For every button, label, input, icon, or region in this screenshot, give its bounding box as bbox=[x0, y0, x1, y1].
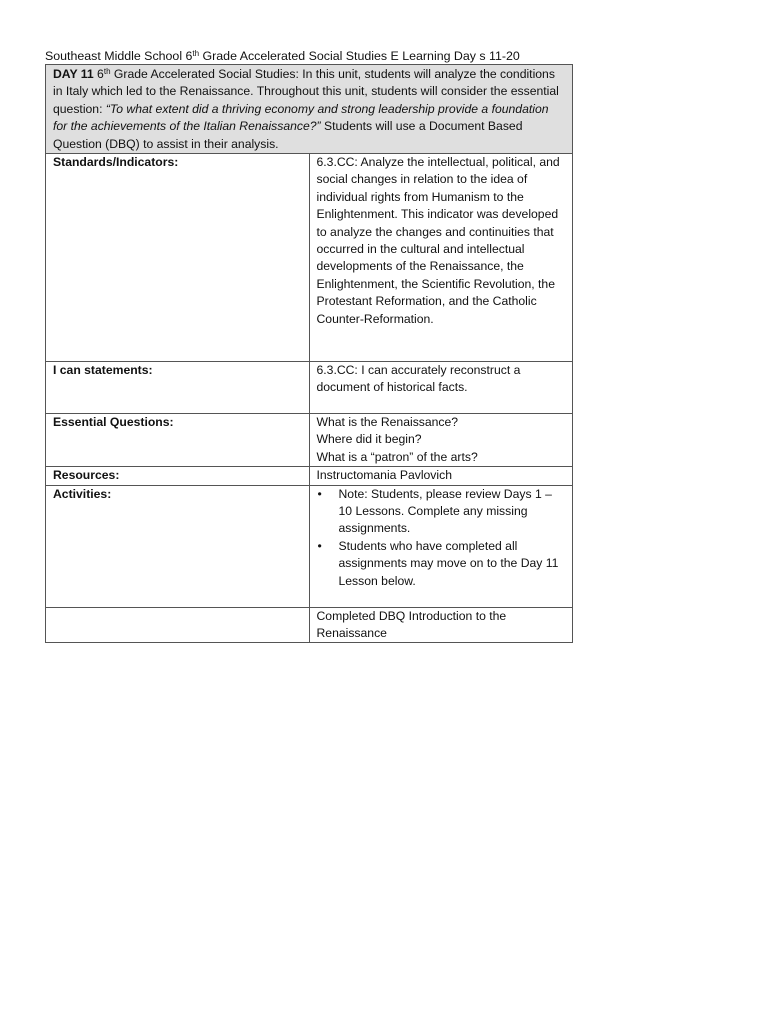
day-label: DAY 11 bbox=[53, 67, 94, 81]
activity-text: Note: Students, please review Days 1 – 10 Lessons. Complete any missing assignments. bbox=[338, 486, 552, 536]
intro-text-1: Grade Accelerated Social Studies: In this unit, students will analyze the conditions in Italy which led to the Renaissance. Throughout this unit, students will consider the essential question: bbox=[53, 67, 559, 116]
activities-list bbox=[317, 486, 569, 590]
page-header bbox=[45, 48, 605, 64]
resources-label: Resources: bbox=[46, 467, 310, 485]
final-row bbox=[46, 607, 573, 643]
bullet-icon: • bbox=[317, 486, 322, 501]
ican-row bbox=[46, 362, 573, 414]
header-superscript: th bbox=[192, 49, 200, 58]
intro-row bbox=[46, 65, 573, 154]
essential-question-2: Where did it begin? bbox=[316, 432, 422, 447]
activity-text: Students who have completed all assignments may move on to the Day 11 Lesson below. bbox=[338, 538, 559, 588]
essential-question-3: What is a “patron” of the arts? bbox=[316, 449, 478, 464]
intro-cell bbox=[46, 65, 573, 154]
lesson-table bbox=[45, 64, 573, 643]
essential-questions-row bbox=[46, 414, 573, 467]
bullet-icon: • bbox=[317, 538, 322, 553]
activity-item bbox=[317, 538, 569, 590]
grade-number: 6 bbox=[93, 67, 104, 81]
essential-question-1: What is the Renaissance? bbox=[316, 415, 459, 430]
standards-label: Standards/Indicators: bbox=[46, 154, 310, 362]
activities-value bbox=[309, 485, 573, 607]
essential-question-quote: “To what extent did a thriving economy and strong leadership provide a foundation for the achievements of the Italian Renaissance?” bbox=[53, 101, 549, 134]
header-prefix: Southeast Middle School 6 bbox=[45, 49, 193, 63]
standards-value: 6.3.CC: Analyze the intellectual, political, and social changes in relation to the idea of individual rights from Humanism to the Enlightenment. This indicator was developed to analyze the changes and continuities that occurred in the cultural and intellectual developments of the Renaissance, the Enlightenment, the Scientific Revolution, the Protestant Reformation, and the Catholic Counter-Reformation. bbox=[309, 154, 573, 362]
essential-questions-label: Essential Questions: bbox=[46, 414, 310, 467]
final-value: Completed DBQ Introduction to the Renaissance bbox=[309, 607, 573, 643]
header-suffix: Grade Accelerated Social Studies E Learning Day s 11-20 bbox=[199, 49, 520, 63]
activities-label: Activities: bbox=[46, 485, 310, 607]
activities-row bbox=[46, 485, 573, 607]
ican-value: 6.3.CC: I can accurately reconstruct a document of historical facts. bbox=[309, 362, 573, 414]
ican-label: I can statements: bbox=[46, 362, 310, 414]
essential-questions-value bbox=[309, 414, 573, 467]
intro-text-2: Students will use a Document Based Question (DBQ) to assist in their analysis. bbox=[53, 119, 523, 151]
grade-superscript: th bbox=[103, 67, 111, 76]
resources-value: Instructomania Pavlovich bbox=[309, 467, 573, 485]
standards-row bbox=[46, 154, 573, 362]
activity-item bbox=[317, 486, 569, 538]
final-label bbox=[46, 607, 310, 643]
resources-row bbox=[46, 467, 573, 485]
